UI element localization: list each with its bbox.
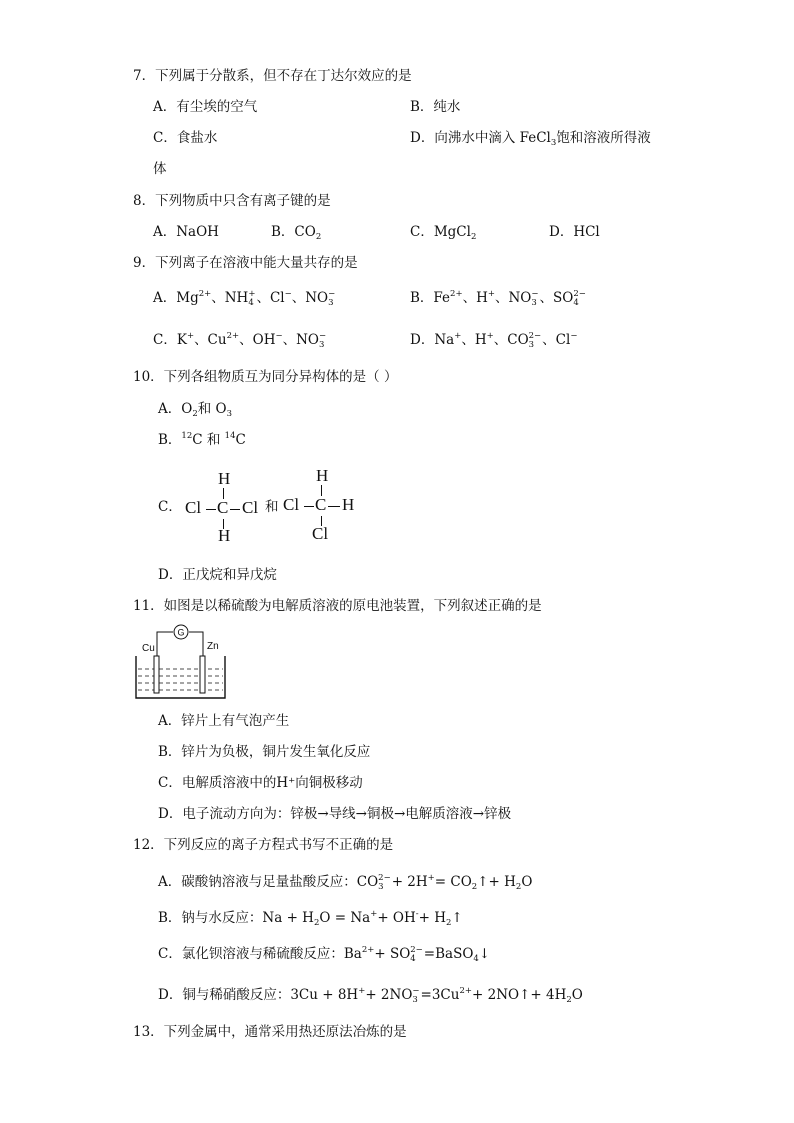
q10-option-c-and: 和 (265, 499, 279, 515)
atom-c: C (315, 495, 327, 514)
q12-option-c: C．氯化钡溶液与稀硫酸反应：$Ba^{2+}+$ SO 2− 4 =BaSO$_4$↓ (158, 944, 491, 964)
atom-h-bottom: H (218, 526, 231, 545)
q8-option-b: B．$CO_2$ (271, 224, 322, 242)
q7-option-d-wrap: 体 (153, 161, 167, 177)
q7-option-b: B．纯水 (410, 99, 461, 115)
q9-option-d: D．Na+、H+、CO 2− 3 、Cl− (410, 330, 578, 350)
q12-stem: 12．下列反应的离子方程式书写不正确的是 (133, 837, 394, 853)
bond (206, 509, 216, 510)
q8-option-a: A．NaOH (153, 224, 219, 240)
bond (304, 506, 314, 507)
q7-option-a: A．有尘埃的空气 (153, 99, 258, 115)
q8-option-c: C．MgCl$_2$ (410, 224, 477, 242)
q9-option-a: A．$Mg^{2+}$、NH + 4 、Cl−、NO − 3 (153, 288, 336, 308)
atom-cl-right: Cl (242, 498, 259, 517)
bond (328, 506, 340, 507)
q10-option-b: B．$^{12}$C 和 $^{14}$C (158, 431, 246, 448)
atom-h-top: H (316, 466, 329, 485)
zn-label: Zn (207, 641, 219, 652)
bond (230, 509, 240, 510)
q12-option-b: B．钠与水反应：$Na + H_2O = Na^++ OH^-+$ $H_2↑$ (158, 909, 463, 928)
galvanometer-label: G (177, 627, 185, 638)
galvanic-cell-figure (133, 620, 233, 702)
atom-h-right: H (342, 495, 355, 514)
q8-stem: 8．下列物质中只含有离子键的是 (133, 193, 331, 209)
q11-option-c: C．电解质溶液中的H⁺向铜极移动 (158, 775, 363, 791)
atom-cl-left: Cl (185, 498, 202, 517)
q11-option-b: B．锌片为负极，铜片发生氧化反应 (158, 744, 371, 760)
q10-stem: 10．下列各组物质互为同分异构体的是（ ） (133, 369, 398, 385)
q7-stem: 7．下列属于分散系，但不存在丁达尔效应的是 (133, 68, 412, 84)
q10-option-c-molecule-1 (185, 466, 265, 546)
q7-option-c: C．食盐水 (153, 130, 218, 146)
q7-option-d: D．向沸水中滴入 FeCl$_3$饱和溶液所得液 (410, 130, 651, 148)
q9-stem: 9．下列离子在溶液中能大量共存的是 (133, 255, 358, 271)
q13-stem: 13．下列金属中，通常采用热还原法冶炼的是 (133, 1024, 407, 1040)
atom-h-top: H (218, 469, 231, 488)
q10-option-d: D．正戊烷和异戊烷 (158, 567, 277, 583)
q10-option-c-label: C． (158, 499, 182, 515)
q9-option-c: C．K+、$Cu^{2+}$、OH−、NO − 3 (153, 330, 327, 350)
cu-label: Cu (142, 643, 155, 654)
q11-stem: 11．如图是以稀硫酸为电解质溶液的原电池装置，下列叙述正确的是 (133, 598, 542, 614)
atom-c: C (217, 498, 229, 517)
q12-option-a: A．碳酸钠溶液与足量盐酸反应：CO 2− 3 + $2H^+= CO_2↑+ H_2O$ (158, 872, 533, 892)
q10-option-a: A．$O_2$和 $O_3$ (158, 401, 233, 419)
q9-option-b: B．$Fe^{2+}$、H+、NO − 3 、SO 2− 4 (410, 288, 586, 308)
q8-option-d: D．HCl (549, 224, 600, 240)
galvanic-cell-diagram (133, 620, 233, 702)
atom-cl-bottom: Cl (312, 524, 329, 543)
q11-option-a: A．锌片上有气泡产生 (158, 713, 290, 729)
q10-option-c-molecule-2 (283, 464, 363, 548)
q12-option-d: D．铜与稀硝酸反应：3Cu + 8H++ 2NO − 3 $=3Cu^{2+}+$ 2NO↑+ $4H_2O$ (158, 985, 583, 1005)
atom-cl-left: Cl (283, 495, 300, 514)
q11-option-d: D．电子流动方向为：锌极→导线→铜极→电解质溶液→锌极 (158, 806, 512, 822)
